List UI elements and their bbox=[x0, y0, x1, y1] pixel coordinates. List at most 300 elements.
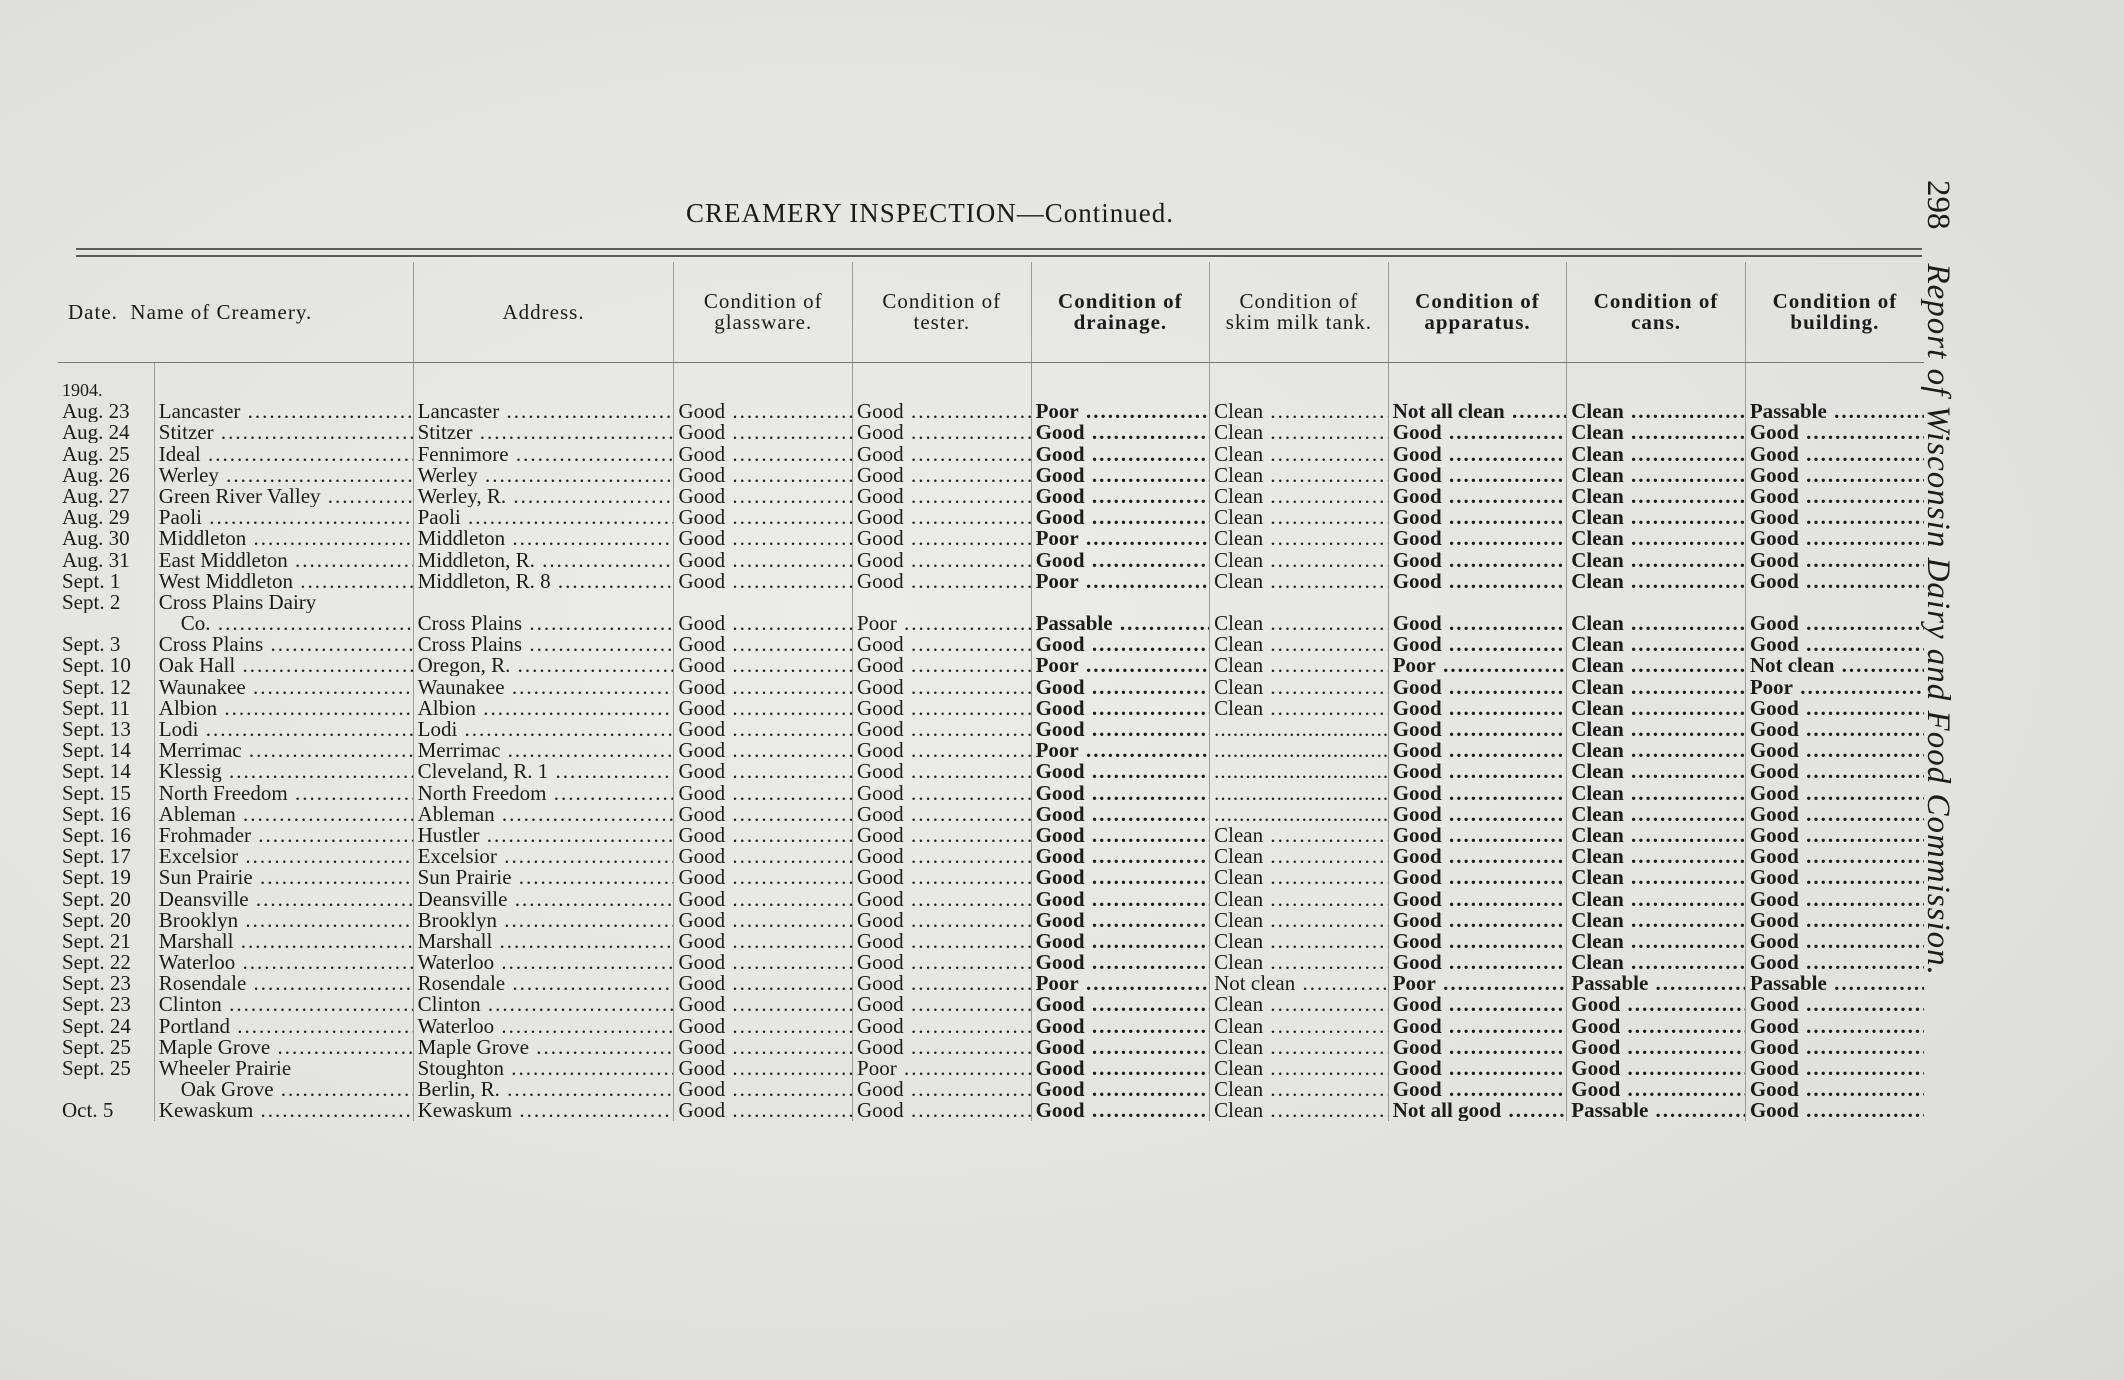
creamery-name-cell: East Middleton ..... bbox=[154, 549, 413, 570]
creamery-name-cell: Co. ..... bbox=[154, 613, 413, 634]
apparatus-cell: Good ..... bbox=[1388, 994, 1567, 1015]
apparatus-cell: Good ..... bbox=[1388, 782, 1567, 803]
apparatus-cell: Good ..... bbox=[1388, 422, 1567, 443]
address-cell: Rosendale ..... bbox=[413, 973, 674, 994]
drainage-cell: Poor ..... bbox=[1031, 571, 1210, 592]
apparatus-cell: Good ..... bbox=[1388, 846, 1567, 867]
table-row bbox=[58, 592, 1924, 613]
tester-cell: Poor ..... bbox=[853, 613, 1032, 634]
cans-cell: Clean ..... bbox=[1567, 443, 1746, 464]
glassware-cell: Good ..... bbox=[674, 719, 853, 740]
creamery-name-cell: Lodi ..... bbox=[154, 719, 413, 740]
skim-cell: Clean ..... bbox=[1210, 1100, 1389, 1121]
creamery-name-cell: Oak Hall ..... bbox=[154, 655, 413, 676]
creamery-name-cell: Marshall ..... bbox=[154, 931, 413, 952]
glassware-cell: Good ..... bbox=[674, 740, 853, 761]
address-cell: Marshall ..... bbox=[413, 931, 674, 952]
date-cell: Sept. 24 bbox=[62, 1015, 131, 1037]
creamery-name-cell: Stitzer ..... bbox=[154, 422, 413, 443]
date-cell: Sept. 1 bbox=[62, 570, 121, 592]
glassware-cell: Good ..... bbox=[674, 825, 853, 846]
skim-cell bbox=[1210, 804, 1389, 825]
glassware-cell: Good ..... bbox=[674, 804, 853, 825]
tester-cell: Good ..... bbox=[853, 910, 1032, 931]
tester-cell: Good ..... bbox=[853, 888, 1032, 909]
cans-cell: Clean ..... bbox=[1567, 655, 1746, 676]
drainage-cell: Good ..... bbox=[1031, 825, 1210, 846]
creamery-name-cell: Ideal ..... bbox=[154, 443, 413, 464]
apparatus-cell: Good ..... bbox=[1388, 719, 1567, 740]
address-cell: North Freedom ..... bbox=[413, 782, 674, 803]
table-row bbox=[58, 804, 1924, 825]
apparatus-cell: Good ..... bbox=[1388, 528, 1567, 549]
cans-header: Condition of cans. bbox=[1567, 262, 1746, 363]
date-cell: Aug. 27 bbox=[62, 485, 130, 507]
glassware-cell: Good ..... bbox=[674, 443, 853, 464]
skim-cell: Clean ..... bbox=[1210, 549, 1389, 570]
drainage-cell: Good ..... bbox=[1031, 910, 1210, 931]
drainage-cell: Good ..... bbox=[1031, 1100, 1210, 1121]
cans-cell: Good ..... bbox=[1567, 994, 1746, 1015]
tester-cell: Good ..... bbox=[853, 1079, 1032, 1100]
apparatus-cell: Good ..... bbox=[1388, 867, 1567, 888]
apparatus-cell: Not all clean ..... bbox=[1388, 401, 1567, 422]
creamery-name-cell: North Freedom ..... bbox=[154, 782, 413, 803]
tester-cell: Poor ..... bbox=[853, 1058, 1032, 1079]
date-cell bbox=[58, 1079, 154, 1100]
table-row bbox=[58, 1037, 1924, 1058]
table-row bbox=[58, 655, 1924, 676]
date-cell: Aug. 24 bbox=[62, 422, 130, 444]
apparatus-cell: Good ..... bbox=[1388, 825, 1567, 846]
apparatus-cell: Good ..... bbox=[1388, 952, 1567, 973]
drainage-cell: Good ..... bbox=[1031, 676, 1210, 697]
drainage-cell: Good ..... bbox=[1031, 698, 1210, 719]
glassware-cell: Good ..... bbox=[674, 888, 853, 909]
creamery-name-cell: Klessig ..... bbox=[154, 761, 413, 782]
date-cell: Sept. 16 bbox=[62, 803, 131, 825]
cans-cell: Clean ..... bbox=[1567, 634, 1746, 655]
table-row bbox=[58, 888, 1924, 909]
address-cell: Middleton ..... bbox=[413, 528, 674, 549]
skim-cell bbox=[1210, 782, 1389, 803]
tester-cell: Good ..... bbox=[853, 973, 1032, 994]
creamery-name-cell: Brooklyn ..... bbox=[154, 910, 413, 931]
cans-cell: Good ..... bbox=[1567, 1015, 1746, 1036]
date-cell: Sept. 10 bbox=[62, 655, 131, 677]
table-row bbox=[58, 465, 1924, 486]
tester-cell: Good ..... bbox=[853, 1015, 1032, 1036]
creamery-name-cell: Clinton ..... bbox=[154, 994, 413, 1015]
drainage-cell: Good ..... bbox=[1031, 994, 1210, 1015]
skim-cell: Clean ..... bbox=[1210, 910, 1389, 931]
building-cell: Good ..... bbox=[1745, 931, 1924, 952]
date-cell: Sept. 25 bbox=[62, 1036, 131, 1058]
tester-cell bbox=[853, 592, 1032, 613]
address-cell: Middleton, R. 8 ..... bbox=[413, 571, 674, 592]
building-cell: Good ..... bbox=[1745, 634, 1924, 655]
table-row-continuation bbox=[58, 1079, 1924, 1100]
glassware-cell: Good ..... bbox=[674, 613, 853, 634]
table-row bbox=[58, 549, 1924, 570]
skim-cell: Clean ..... bbox=[1210, 507, 1389, 528]
building-cell: Good ..... bbox=[1745, 910, 1924, 931]
apparatus-cell: Good ..... bbox=[1388, 740, 1567, 761]
glassware-cell: Good ..... bbox=[674, 422, 853, 443]
tester-cell: Good ..... bbox=[853, 655, 1032, 676]
address-cell: Brooklyn ..... bbox=[413, 910, 674, 931]
apparatus-cell: Good ..... bbox=[1388, 1058, 1567, 1079]
building-cell: Not clean ..... bbox=[1745, 655, 1924, 676]
tester-cell: Good ..... bbox=[853, 1100, 1032, 1121]
address-cell: Ableman ..... bbox=[413, 804, 674, 825]
drainage-cell: Good ..... bbox=[1031, 761, 1210, 782]
date-cell: Sept. 17 bbox=[62, 845, 131, 868]
building-cell: Good ..... bbox=[1745, 465, 1924, 486]
year-row bbox=[58, 379, 1924, 401]
header-row bbox=[58, 262, 1924, 363]
year-label: 1904. bbox=[62, 380, 103, 400]
drainage-cell: Good ..... bbox=[1031, 846, 1210, 867]
drainage-cell: Good ..... bbox=[1031, 486, 1210, 507]
address-cell: Maple Grove ..... bbox=[413, 1037, 674, 1058]
skim-cell: Clean ..... bbox=[1210, 952, 1389, 973]
creamery-name-cell: West Middleton ..... bbox=[154, 571, 413, 592]
glassware-cell: Good ..... bbox=[674, 698, 853, 719]
cans-cell: Clean ..... bbox=[1567, 422, 1746, 443]
table-row bbox=[58, 443, 1924, 464]
date-cell: Aug. 23 bbox=[62, 401, 130, 423]
table-row bbox=[58, 719, 1924, 740]
skim-cell: Clean ..... bbox=[1210, 634, 1389, 655]
drainage-cell: Good ..... bbox=[1031, 507, 1210, 528]
date-cell: Sept. 2 bbox=[62, 591, 121, 613]
date-cell: Sept. 15 bbox=[62, 782, 131, 804]
building-cell: Good ..... bbox=[1745, 782, 1924, 803]
drainage-cell: Good ..... bbox=[1031, 1037, 1210, 1058]
building-cell: Good ..... bbox=[1745, 867, 1924, 888]
table-row bbox=[58, 931, 1924, 952]
address-cell: Waunakee ..... bbox=[413, 676, 674, 697]
glassware-cell bbox=[674, 592, 853, 613]
building-cell: Good ..... bbox=[1745, 719, 1924, 740]
tester-cell: Good ..... bbox=[853, 528, 1032, 549]
address-cell: Werley ..... bbox=[413, 465, 674, 486]
glassware-cell: Good ..... bbox=[674, 994, 853, 1015]
address-cell bbox=[413, 592, 674, 613]
creamery-name-cell: Albion ..... bbox=[154, 698, 413, 719]
building-cell: Good ..... bbox=[1745, 825, 1924, 846]
tester-cell: Good ..... bbox=[853, 782, 1032, 803]
cans-cell: Clean ..... bbox=[1567, 931, 1746, 952]
apparatus-cell: Good ..... bbox=[1388, 613, 1567, 634]
glassware-cell: Good ..... bbox=[674, 973, 853, 994]
apparatus-cell: Good ..... bbox=[1388, 1079, 1567, 1100]
apparatus-cell: Good ..... bbox=[1388, 804, 1567, 825]
apparatus-cell: Good ..... bbox=[1388, 443, 1567, 464]
skim-cell: Clean ..... bbox=[1210, 486, 1389, 507]
skim-cell: Clean ..... bbox=[1210, 1058, 1389, 1079]
spacer-row bbox=[58, 363, 1924, 380]
skim-cell bbox=[1210, 719, 1389, 740]
table-row bbox=[58, 825, 1924, 846]
date-cell: Sept. 3 bbox=[62, 634, 121, 656]
date-cell: Aug. 30 bbox=[62, 528, 130, 550]
drainage-cell: Good ..... bbox=[1031, 443, 1210, 464]
glassware-cell: Good ..... bbox=[674, 486, 853, 507]
drainage-cell: Good ..... bbox=[1031, 867, 1210, 888]
cans-cell: Clean ..... bbox=[1567, 698, 1746, 719]
running-header bbox=[1919, 180, 1956, 976]
cans-cell bbox=[1567, 592, 1746, 613]
creamery-name-cell: Waunakee ..... bbox=[154, 676, 413, 697]
apparatus-cell: Good ..... bbox=[1388, 507, 1567, 528]
date-cell: Oct. 5 bbox=[62, 1100, 114, 1122]
table-row bbox=[58, 486, 1924, 507]
tester-cell: Good ..... bbox=[853, 846, 1032, 867]
table-row bbox=[58, 528, 1924, 549]
tester-header: Condition of tester. bbox=[853, 262, 1032, 363]
apparatus-cell: Poor ..... bbox=[1388, 973, 1567, 994]
glassware-cell: Good ..... bbox=[674, 571, 853, 592]
cans-cell: Clean ..... bbox=[1567, 867, 1746, 888]
creamery-name-cell: Rosendale ..... bbox=[154, 973, 413, 994]
glassware-cell: Good ..... bbox=[674, 761, 853, 782]
skim-cell: Clean ..... bbox=[1210, 1079, 1389, 1100]
date-cell: Sept. 11 bbox=[62, 697, 131, 719]
date-cell: Sept. 20 bbox=[62, 888, 131, 910]
date-cell: Sept. 22 bbox=[62, 951, 131, 974]
skim-cell: Clean ..... bbox=[1210, 867, 1389, 888]
tester-cell: Good ..... bbox=[853, 867, 1032, 888]
building-cell: Poor ..... bbox=[1745, 676, 1924, 697]
building-cell: Good ..... bbox=[1745, 888, 1924, 909]
date-header: Date. bbox=[68, 299, 118, 324]
apparatus-cell: Good ..... bbox=[1388, 571, 1567, 592]
glassware-cell: Good ..... bbox=[674, 1079, 853, 1100]
tester-cell: Good ..... bbox=[853, 804, 1032, 825]
apparatus-cell: Good ..... bbox=[1388, 486, 1567, 507]
building-cell: Good ..... bbox=[1745, 1079, 1924, 1100]
building-cell: Good ..... bbox=[1745, 1058, 1924, 1079]
cans-cell: Clean ..... bbox=[1567, 782, 1746, 803]
building-cell: Good ..... bbox=[1745, 1037, 1924, 1058]
table-row bbox=[58, 676, 1924, 697]
skim-cell: Clean ..... bbox=[1210, 994, 1389, 1015]
glassware-cell: Good ..... bbox=[674, 549, 853, 570]
tester-cell: Good ..... bbox=[853, 740, 1032, 761]
address-cell: Oregon, R. ..... bbox=[413, 655, 674, 676]
table-row bbox=[58, 1058, 1924, 1079]
skim-cell: Clean ..... bbox=[1210, 655, 1389, 676]
date-cell: Aug. 25 bbox=[62, 443, 130, 465]
glassware-cell: Good ..... bbox=[674, 846, 853, 867]
cans-cell: Clean ..... bbox=[1567, 952, 1746, 973]
address-cell: Lodi ..... bbox=[413, 719, 674, 740]
drainage-cell: Good ..... bbox=[1031, 634, 1210, 655]
skim-cell: Clean ..... bbox=[1210, 422, 1389, 443]
date-cell: Sept. 21 bbox=[62, 930, 131, 952]
date-cell: Sept. 19 bbox=[62, 867, 131, 889]
address-cell: Hustler ..... bbox=[413, 825, 674, 846]
cans-cell: Clean ..... bbox=[1567, 528, 1746, 549]
glassware-cell: Good ..... bbox=[674, 465, 853, 486]
glassware-cell: Good ..... bbox=[674, 782, 853, 803]
tester-cell: Good ..... bbox=[853, 401, 1032, 422]
building-cell: Good ..... bbox=[1745, 698, 1924, 719]
glassware-cell: Good ..... bbox=[674, 910, 853, 931]
address-cell: Cross Plains ..... bbox=[413, 634, 674, 655]
apparatus-cell: Good ..... bbox=[1388, 888, 1567, 909]
table-body bbox=[58, 363, 1924, 1122]
skim-cell: Clean ..... bbox=[1210, 825, 1389, 846]
apparatus-cell: Good ..... bbox=[1388, 676, 1567, 697]
building-cell: Good ..... bbox=[1745, 549, 1924, 570]
table-row bbox=[58, 994, 1924, 1015]
tester-cell: Good ..... bbox=[853, 465, 1032, 486]
apparatus-cell: Good ..... bbox=[1388, 761, 1567, 782]
tester-cell: Good ..... bbox=[853, 571, 1032, 592]
tester-cell: Good ..... bbox=[853, 507, 1032, 528]
top-rule bbox=[76, 248, 1922, 250]
creamery-name-cell: Lancaster ..... bbox=[154, 401, 413, 422]
creamery-name-cell: Green River Valley ..... bbox=[154, 486, 413, 507]
tester-cell: Good ..... bbox=[853, 994, 1032, 1015]
table-row bbox=[58, 740, 1924, 761]
glassware-header: Condition of glassware. bbox=[674, 262, 853, 363]
address-cell: Berlin, R. ..... bbox=[413, 1079, 674, 1100]
glassware-cell: Good ..... bbox=[674, 1100, 853, 1121]
cans-cell: Clean ..... bbox=[1567, 676, 1746, 697]
date-cell: Aug. 26 bbox=[62, 464, 130, 486]
inspection-table bbox=[58, 262, 1924, 1121]
table-row bbox=[58, 761, 1924, 782]
drainage-cell: Good ..... bbox=[1031, 549, 1210, 570]
drainage-cell: Good ..... bbox=[1031, 422, 1210, 443]
skim-cell: Clean ..... bbox=[1210, 613, 1389, 634]
date-cell: Sept. 14 bbox=[62, 740, 131, 762]
date-name-header bbox=[58, 262, 413, 363]
cans-cell: Good ..... bbox=[1567, 1058, 1746, 1079]
skim-cell: Not clean ..... bbox=[1210, 973, 1389, 994]
building-cell: Good ..... bbox=[1745, 613, 1924, 634]
drainage-cell: Poor ..... bbox=[1031, 528, 1210, 549]
glassware-cell: Good ..... bbox=[674, 507, 853, 528]
building-cell bbox=[1745, 592, 1924, 613]
date-cell: Sept. 13 bbox=[62, 718, 131, 740]
cans-cell: Passable ..... bbox=[1567, 1100, 1746, 1121]
table-row bbox=[58, 698, 1924, 719]
creamery-name-cell: Merrimac ..... bbox=[154, 740, 413, 761]
skim-cell: Clean ..... bbox=[1210, 465, 1389, 486]
creamery-name-cell: Frohmader ..... bbox=[154, 825, 413, 846]
drainage-cell: Passable ..... bbox=[1031, 613, 1210, 634]
table-row bbox=[58, 846, 1924, 867]
tester-cell: Good ..... bbox=[853, 422, 1032, 443]
creamery-name-cell: Cross Plains Dairy bbox=[154, 592, 413, 613]
table-row bbox=[58, 867, 1924, 888]
building-cell: Good ..... bbox=[1745, 846, 1924, 867]
table-row bbox=[58, 1100, 1924, 1121]
drainage-cell bbox=[1031, 592, 1210, 613]
tester-cell: Good ..... bbox=[853, 952, 1032, 973]
cans-cell: Clean ..... bbox=[1567, 740, 1746, 761]
creamery-name-cell: Ableman ..... bbox=[154, 804, 413, 825]
drainage-cell: Good ..... bbox=[1031, 1015, 1210, 1036]
table-row bbox=[58, 571, 1924, 592]
address-cell: Sun Prairie ..... bbox=[413, 867, 674, 888]
date-cell: Sept. 20 bbox=[62, 909, 131, 931]
address-cell: Excelsior ..... bbox=[413, 846, 674, 867]
building-cell: Good ..... bbox=[1745, 761, 1924, 782]
glassware-cell: Good ..... bbox=[674, 867, 853, 888]
creamery-name-cell: Excelsior ..... bbox=[154, 846, 413, 867]
skim-cell: Clean ..... bbox=[1210, 888, 1389, 909]
table-row bbox=[58, 952, 1924, 973]
tester-cell: Good ..... bbox=[853, 676, 1032, 697]
drainage-cell: Poor ..... bbox=[1031, 973, 1210, 994]
apparatus-cell: Good ..... bbox=[1388, 931, 1567, 952]
skim-cell: Clean ..... bbox=[1210, 931, 1389, 952]
address-cell: Albion ..... bbox=[413, 698, 674, 719]
skim-cell: Clean ..... bbox=[1210, 676, 1389, 697]
creamery-name-cell: Deansville ..... bbox=[154, 888, 413, 909]
drainage-header: Condition of drainage. bbox=[1031, 262, 1210, 363]
page-title: CREAMERY INSPECTION—Continued. bbox=[685, 198, 1175, 228]
cans-cell: Clean ..... bbox=[1567, 888, 1746, 909]
building-cell: Good ..... bbox=[1745, 507, 1924, 528]
skim-cell: Clean ..... bbox=[1210, 846, 1389, 867]
cans-cell: Clean ..... bbox=[1567, 846, 1746, 867]
apparatus-cell: Good ..... bbox=[1388, 910, 1567, 931]
apparatus-cell bbox=[1388, 592, 1567, 613]
address-cell: Deansville ..... bbox=[413, 888, 674, 909]
apparatus-cell: Good ..... bbox=[1388, 549, 1567, 570]
drainage-cell: Poor ..... bbox=[1031, 655, 1210, 676]
building-cell: Good ..... bbox=[1745, 486, 1924, 507]
skim-cell: Clean ..... bbox=[1210, 401, 1389, 422]
cans-cell: Clean ..... bbox=[1567, 465, 1746, 486]
tester-cell: Good ..... bbox=[853, 486, 1032, 507]
drainage-cell: Poor ..... bbox=[1031, 401, 1210, 422]
date-cell: Sept. 16 bbox=[62, 824, 131, 846]
table-row bbox=[58, 910, 1924, 931]
date-cell: Sept. 14 bbox=[62, 761, 131, 783]
building-cell: Good ..... bbox=[1745, 528, 1924, 549]
page-number: 298 bbox=[1920, 180, 1956, 230]
drainage-cell: Good ..... bbox=[1031, 888, 1210, 909]
name-header: Name of Creamery. bbox=[130, 299, 313, 324]
building-cell: Good ..... bbox=[1745, 804, 1924, 825]
cans-cell: Clean ..... bbox=[1567, 486, 1746, 507]
table-row bbox=[58, 782, 1924, 803]
skim-cell bbox=[1210, 761, 1389, 782]
skim-cell: Clean ..... bbox=[1210, 528, 1389, 549]
address-cell: Paoli ..... bbox=[413, 507, 674, 528]
cans-cell: Clean ..... bbox=[1567, 571, 1746, 592]
table-row-continuation bbox=[58, 613, 1924, 634]
creamery-name-cell: Maple Grove ..... bbox=[154, 1037, 413, 1058]
creamery-name-cell: Kewaskum ..... bbox=[154, 1100, 413, 1121]
building-cell: Good ..... bbox=[1745, 1015, 1924, 1036]
skim-header: Condition of skim milk tank. bbox=[1210, 262, 1389, 363]
drainage-cell: Good ..... bbox=[1031, 952, 1210, 973]
address-cell: Stitzer ..... bbox=[413, 422, 674, 443]
tester-cell: Good ..... bbox=[853, 1037, 1032, 1058]
cans-cell: Clean ..... bbox=[1567, 804, 1746, 825]
building-cell: Good ..... bbox=[1745, 740, 1924, 761]
creamery-name-cell: Waterloo ..... bbox=[154, 952, 413, 973]
